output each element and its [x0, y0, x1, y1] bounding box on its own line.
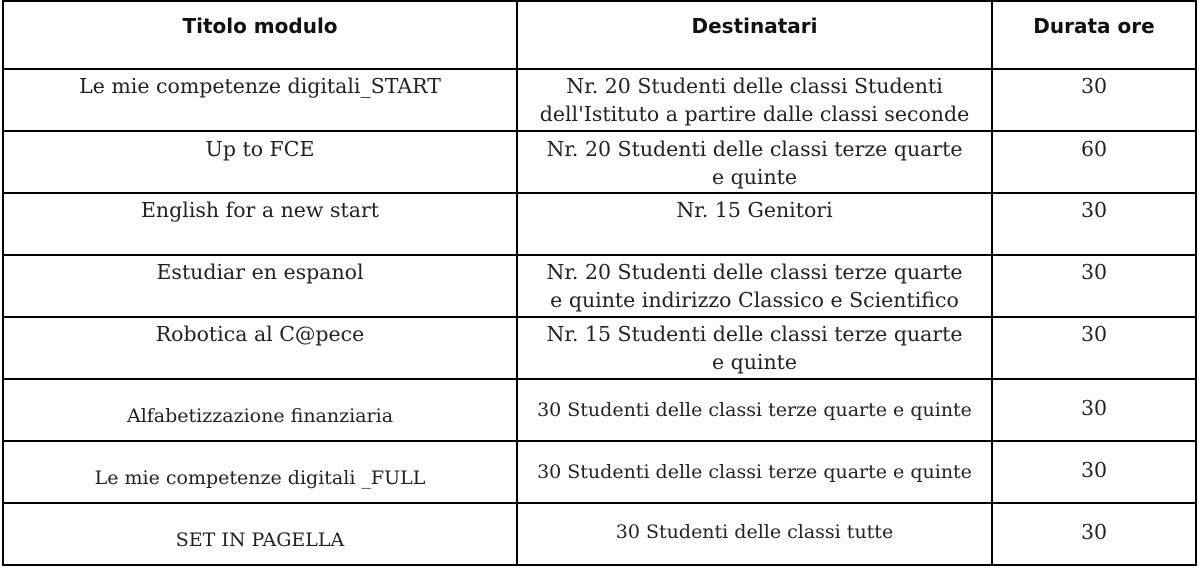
module-hours: 30	[1080, 260, 1108, 284]
module-recipients: 30 Studenti delle classi terze quarte e quinte	[537, 399, 972, 421]
module-hours: 30	[1080, 74, 1108, 98]
module-title: Estudiar en espanol	[156, 260, 364, 284]
module-recipients: Nr. 20 Studenti delle classi terze quarte	[546, 137, 963, 161]
module-recipients: e quinte	[711, 350, 798, 374]
header-title: Titolo modulo	[182, 14, 338, 38]
module-recipients: Nr. 20 Studenti delle classi Studenti	[566, 74, 943, 98]
row-divider	[2, 192, 1197, 194]
row-divider	[2, 68, 1197, 70]
module-hours: 30	[1080, 396, 1108, 420]
row-divider	[2, 440, 1197, 442]
header-hours: Durata ore	[1033, 14, 1155, 38]
module-title: Le mie competenze digitali_START	[79, 74, 441, 98]
module-hours: 30	[1080, 322, 1108, 346]
table-border-right	[1195, 0, 1197, 566]
module-recipients: e quinte	[711, 165, 798, 189]
row-divider	[2, 502, 1197, 504]
module-recipients: dell'Istituto a partire dalle classi seconde	[539, 102, 970, 126]
module-title: Le mie competenze digitali _FULL	[94, 467, 426, 489]
module-title: Robotica al C@pece	[155, 322, 365, 346]
module-recipients: Nr. 20 Studenti delle classi terze quarte	[546, 260, 963, 284]
module-title: Up to FCE	[205, 137, 315, 161]
module-title: Alfabetizzazione finanziaria	[126, 405, 394, 427]
module-hours: 30	[1080, 520, 1108, 544]
module-title: SET IN PAGELLA	[175, 529, 345, 551]
module-recipients: Nr. 15 Studenti delle classi terze quarte	[546, 322, 963, 346]
row-divider	[2, 254, 1197, 256]
module-recipients: 30 Studenti delle classi tutte	[615, 521, 894, 543]
module-recipients: Nr. 15 Genitori	[676, 198, 833, 222]
row-divider	[2, 378, 1197, 380]
module-title: English for a new start	[140, 198, 380, 222]
module-hours: 30	[1080, 198, 1108, 222]
table-border-top	[2, 0, 1197, 2]
row-divider	[2, 316, 1197, 318]
row-divider	[2, 130, 1197, 132]
module-hours: 60	[1080, 137, 1108, 161]
module-recipients: e quinte indirizzo Classico e Scientifico	[550, 288, 959, 312]
module-hours: 30	[1080, 458, 1108, 482]
module-recipients: 30 Studenti delle classi terze quarte e quinte	[537, 461, 972, 483]
table-border-bottom	[2, 564, 1197, 566]
header-recipients: Destinatari	[691, 14, 818, 38]
